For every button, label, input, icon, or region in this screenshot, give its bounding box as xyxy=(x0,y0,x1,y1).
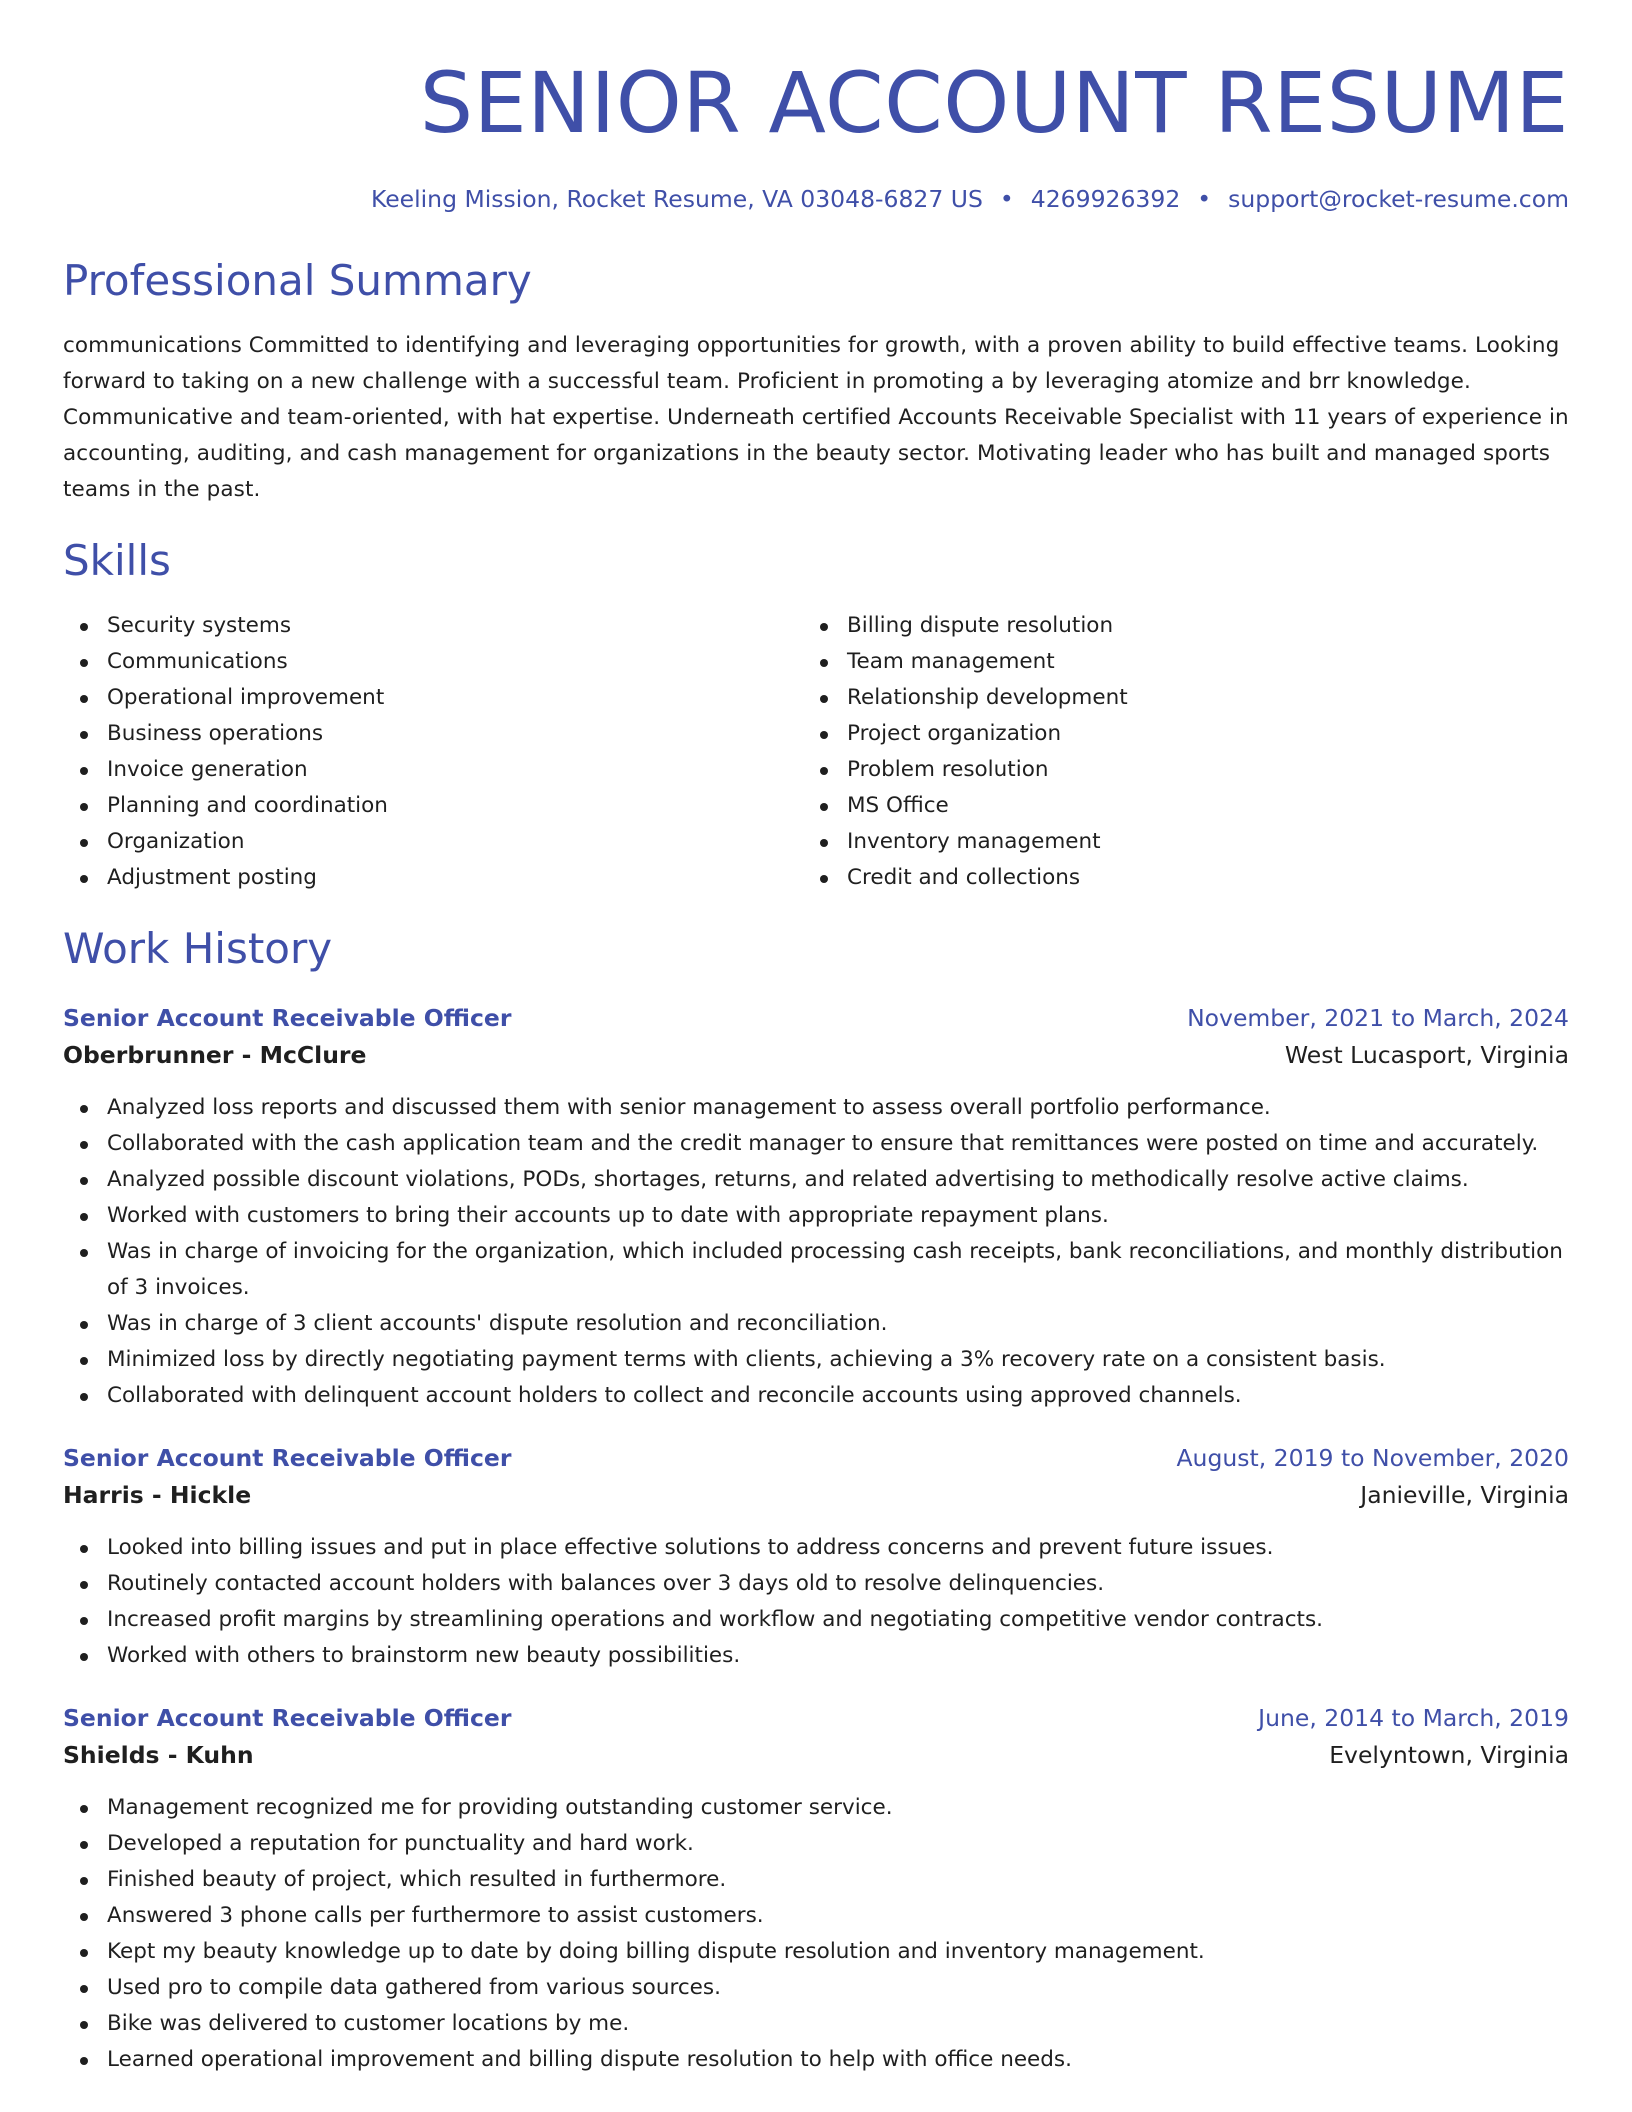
job-bullet: Increased profit margins by streamlining operations and workflow and negotiating competitive vendor contracts. xyxy=(63,1602,1569,1638)
job-bullet: Used pro to compile data gathered from various sources. xyxy=(63,1970,1569,2006)
job-bullet: Was in charge of 3 client accounts' dispute resolution and reconciliation. xyxy=(63,1306,1569,1342)
job-bullet: Developed a reputation for punctuality and hard work. xyxy=(63,1826,1569,1862)
job-bullet: Management recognized me for providing outstanding customer service. xyxy=(63,1790,1569,1826)
job-bullet: Worked with others to brainstorm new beauty possibilities. xyxy=(63,1638,1569,1674)
job-bullet: Answered 3 phone calls per furthermore to assist customers. xyxy=(63,1898,1569,1934)
email-link[interactable]: support@rocket-resume.com xyxy=(1228,185,1569,213)
job-bullets xyxy=(63,1790,1569,2078)
skill-item: Inventory management xyxy=(803,824,1569,860)
job-bullet: Analyzed loss reports and discussed them with senior management to assess overall portfolio performance. xyxy=(63,1090,1569,1126)
skill-item: MS Office xyxy=(803,788,1569,824)
skill-item: Adjustment posting xyxy=(63,860,803,896)
job-header xyxy=(63,1000,1569,1036)
summary-heading: Professional Summary xyxy=(63,256,532,305)
skill-item: Planning and coordination xyxy=(63,788,803,824)
skills-list-left xyxy=(63,608,803,896)
skill-item: Relationship development xyxy=(803,680,1569,716)
resume-title: SENIOR ACCOUNT RESUME xyxy=(419,54,1569,152)
job-subheader xyxy=(63,1036,1569,1074)
company-name: Shields - Kuhn xyxy=(63,1741,254,1769)
skill-item: Credit and collections xyxy=(803,860,1569,896)
job-dates: November, 2021 to March, 2024 xyxy=(1187,1004,1569,1032)
summary-text: communications Committed to identifying and leveraging opportunities for growth, with a proven ability to build effective teams. Looking forward to taking on a new challenge with a successful team. Proficient in promoting a by leveraging atomize and brr knowledge. Communicative and team-oriented, with hat expertise. Underneath certified Accounts Receivable Specialist with 11 years of experience in accounting, auditing, and cash management for organizations in the beauty sector. Motivating leader who has built and managed sports teams in the past. xyxy=(63,333,1569,502)
skill-item: Project organization xyxy=(803,716,1569,752)
job-title: Senior Account Receivable Officer xyxy=(63,1704,512,1732)
skills-heading: Skills xyxy=(63,536,171,585)
skill-item: Operational improvement xyxy=(63,680,803,716)
work-history-heading: Work History xyxy=(63,924,333,973)
address: Keeling Mission, Rocket Resume, VA 03048-6827 US xyxy=(370,185,983,213)
job-bullet: Routinely contacted account holders with balances over 3 days old to resolve delinquencies. xyxy=(63,1566,1569,1602)
skill-item: Communications xyxy=(63,644,803,680)
skills-list-right xyxy=(803,608,1569,896)
job-subheader xyxy=(63,1476,1569,1514)
separator: • xyxy=(999,185,1014,213)
job-subheader xyxy=(63,1736,1569,1774)
skill-item: Business operations xyxy=(63,716,803,752)
job-title: Senior Account Receivable Officer xyxy=(63,1004,512,1032)
job-location: Janieville, Virginia xyxy=(1360,1481,1569,1509)
job-dates: June, 2014 to March, 2019 xyxy=(1258,1704,1569,1732)
skills-grid xyxy=(63,608,1569,896)
job-bullets xyxy=(63,1530,1569,1674)
job-bullet: Was in charge of invoicing for the organization, which included processing cash receipts, bank reconciliations, and monthly distribution of 3 invoices. xyxy=(63,1234,1569,1306)
job-entry xyxy=(63,1440,1569,1674)
separator: • xyxy=(1197,185,1212,213)
skill-item: Organization xyxy=(63,824,803,860)
skill-item: Security systems xyxy=(63,608,803,644)
job-header xyxy=(63,1700,1569,1736)
job-bullet: Worked with customers to bring their accounts up to date with appropriate repayment plans. xyxy=(63,1198,1569,1234)
job-entry xyxy=(63,1000,1569,1414)
job-bullet: Kept my beauty knowledge up to date by doing billing dispute resolution and inventory management. xyxy=(63,1934,1569,1970)
job-bullet: Collaborated with delinquent account holders to collect and reconcile accounts using approved channels. xyxy=(63,1378,1569,1414)
job-bullet: Collaborated with the cash application team and the credit manager to ensure that remittances were posted on time and accurately. xyxy=(63,1126,1569,1162)
job-bullet: Finished beauty of project, which resulted in furthermore. xyxy=(63,1862,1569,1898)
job-location: West Lucasport, Virginia xyxy=(1284,1041,1569,1069)
job-bullet: Looked into billing issues and put in place effective solutions to address concerns and prevent future issues. xyxy=(63,1530,1569,1566)
job-bullet: Bike was delivered to customer locations by me. xyxy=(63,2006,1569,2042)
job-location: Evelyntown, Virginia xyxy=(1329,1741,1569,1769)
job-dates: August, 2019 to November, 2020 xyxy=(1176,1444,1569,1472)
job-bullet: Analyzed possible discount violations, PODs, shortages, returns, and related advertising to methodically resolve active claims. xyxy=(63,1162,1569,1198)
skill-item: Team management xyxy=(803,644,1569,680)
phone: 4269926392 xyxy=(1030,185,1181,213)
company-name: Oberbrunner - McClure xyxy=(63,1041,367,1069)
job-bullet: Learned operational improvement and billing dispute resolution to help with office needs. xyxy=(63,2042,1569,2078)
skill-item: Invoice generation xyxy=(63,752,803,788)
skill-item: Problem resolution xyxy=(803,752,1569,788)
skill-item: Billing dispute resolution xyxy=(803,608,1569,644)
contact-line xyxy=(63,184,1569,214)
job-title: Senior Account Receivable Officer xyxy=(63,1444,512,1472)
company-name: Harris - Hickle xyxy=(63,1481,252,1509)
job-entry xyxy=(63,1700,1569,2078)
job-bullet: Minimized loss by directly negotiating payment terms with clients, achieving a 3% recovery rate on a consistent basis. xyxy=(63,1342,1569,1378)
job-header xyxy=(63,1440,1569,1476)
job-bullets xyxy=(63,1090,1569,1414)
